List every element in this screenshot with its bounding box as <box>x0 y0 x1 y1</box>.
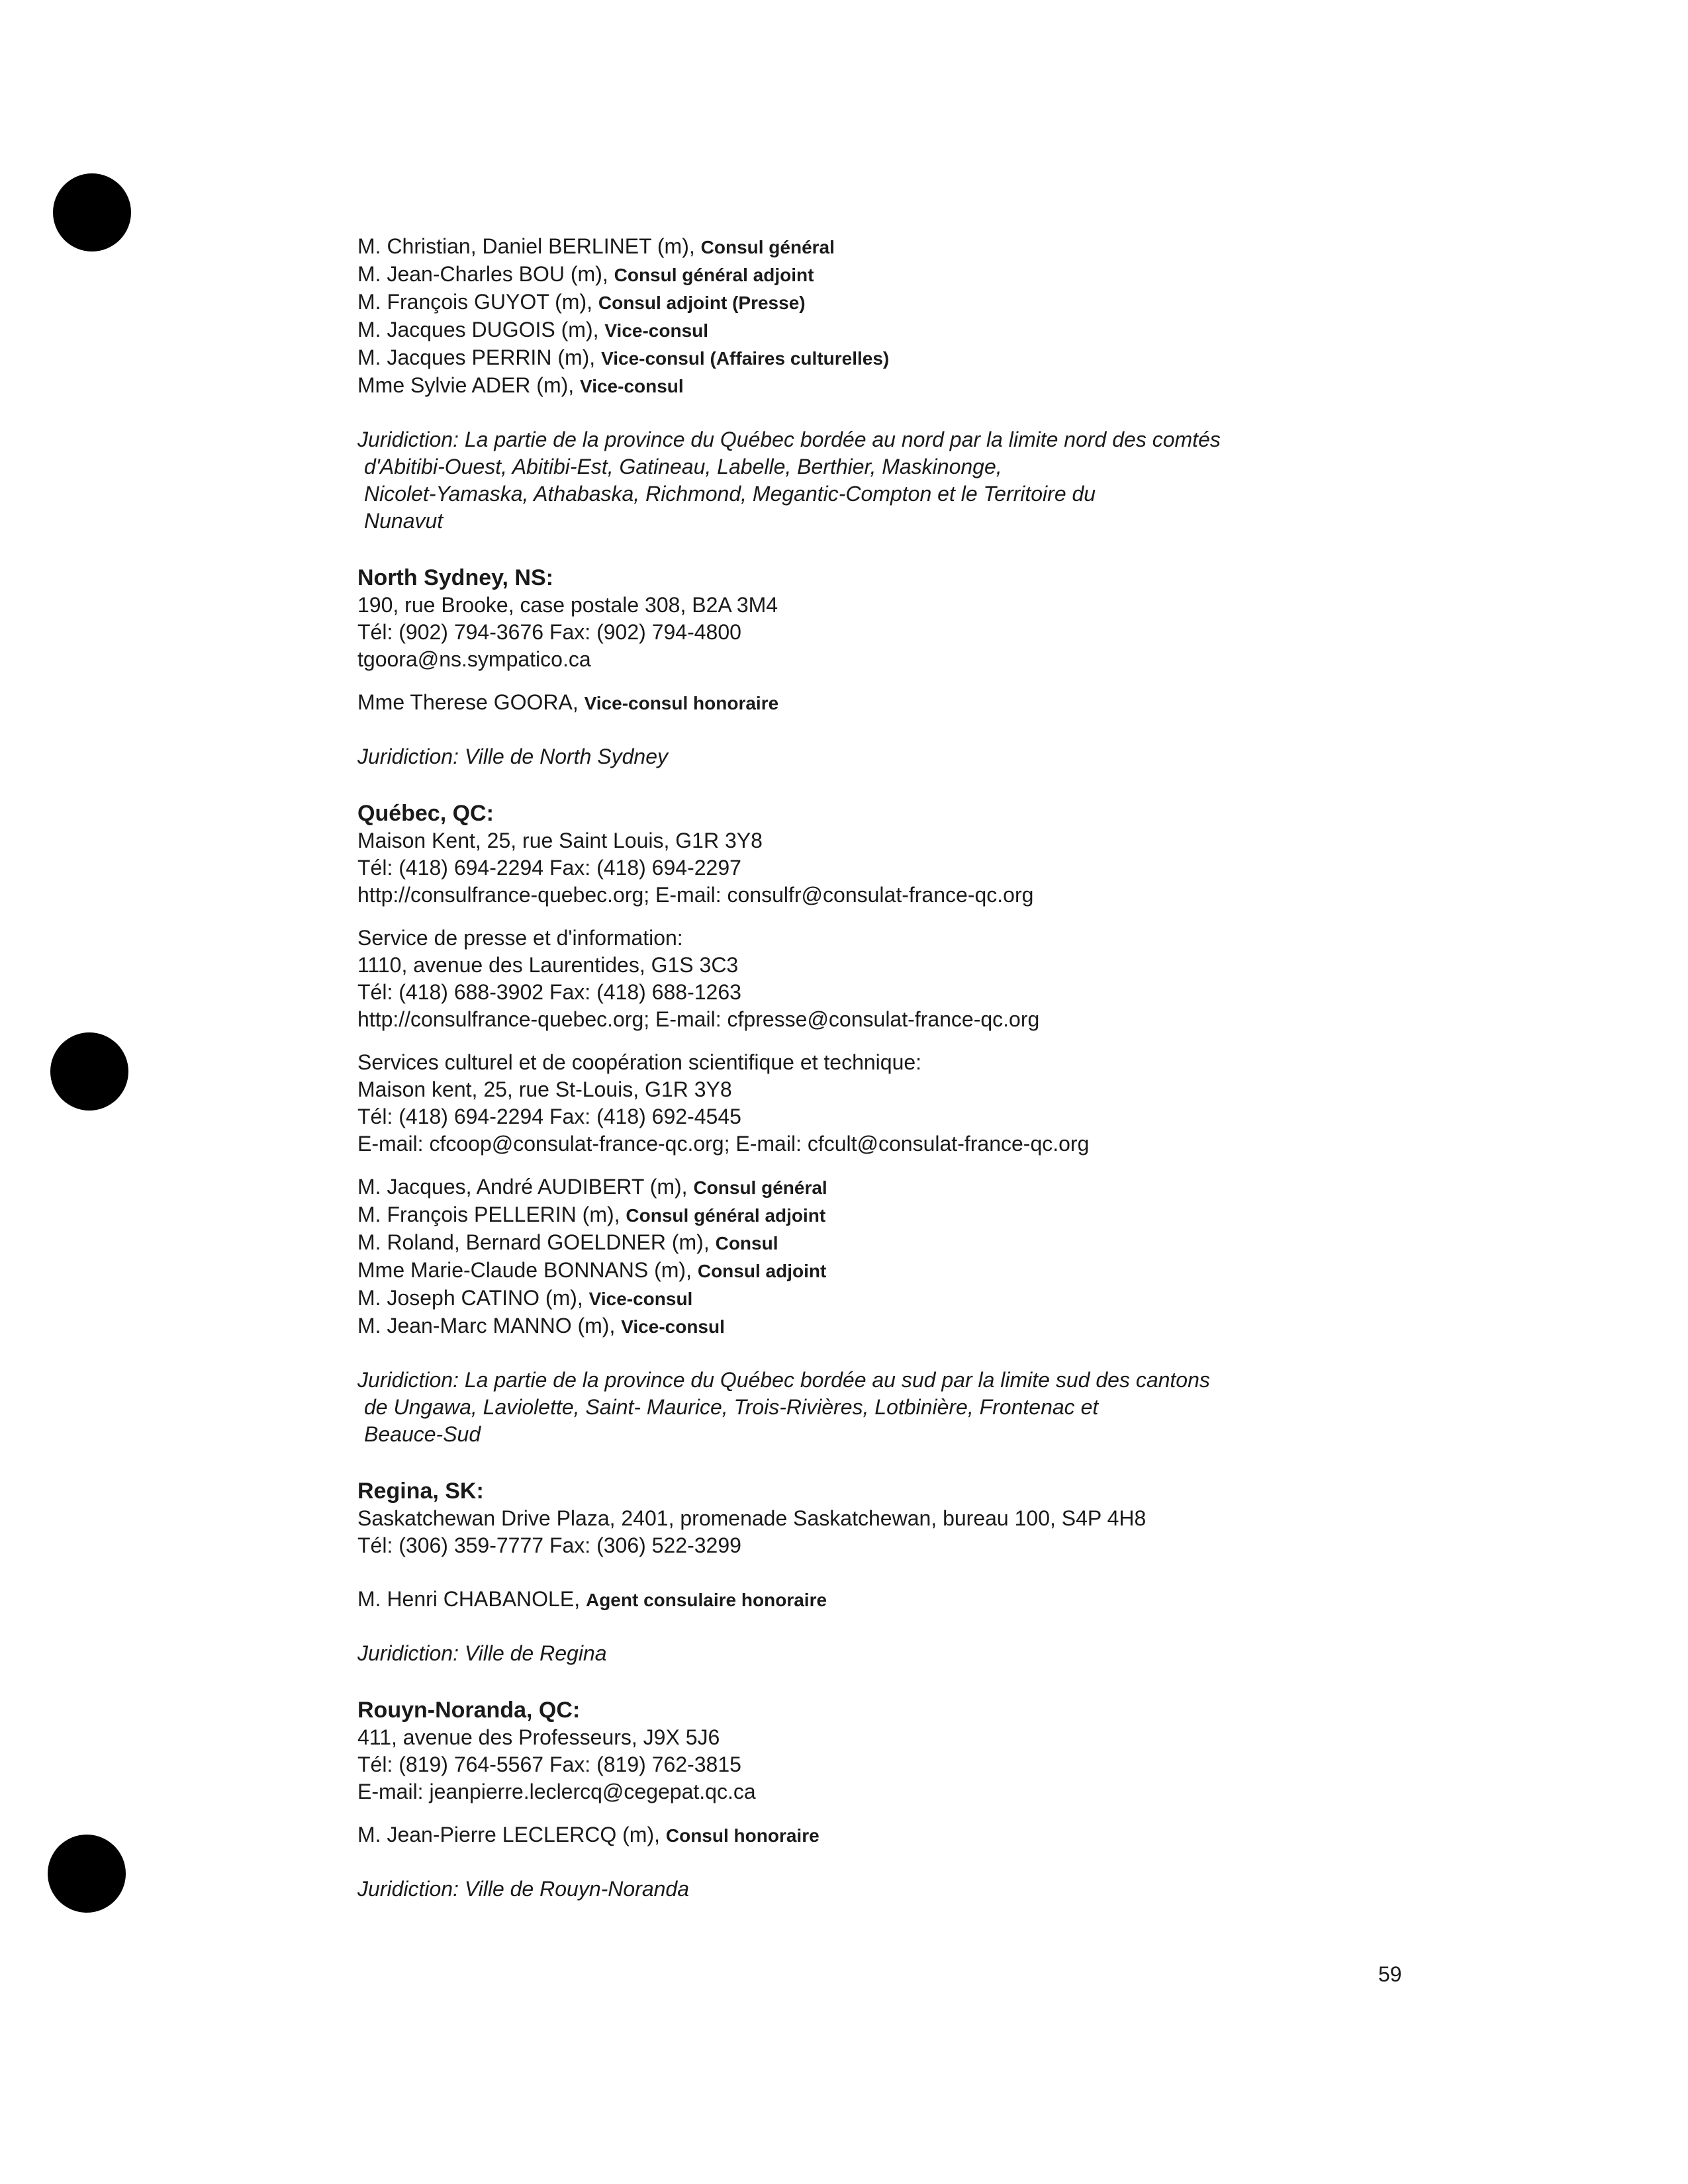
staff-entry: M. Roland, Bernard GOELDNER (m), Consul <box>357 1230 778 1254</box>
staff-entry: Mme Sylvie ADER (m), Vice-consul <box>357 373 684 397</box>
montreal-staff-list <box>357 233 1350 400</box>
staff-entry: M. Jacques, André AUDIBERT (m), Consul général <box>357 1175 827 1199</box>
phone-fax: Tél: (902) 794-3676 Fax: (902) 794-4800 <box>357 620 741 644</box>
email: tgoora@ns.sympatico.ca <box>357 647 591 671</box>
staff-entry: M. Joseph CATINO (m), Vice-consul <box>357 1286 693 1310</box>
staff-entry: M. Christian, Daniel BERLINET (m), Consul général <box>357 234 835 258</box>
email: E-mail: jeanpierre.leclercq@cegepat.qc.ca <box>357 1780 756 1803</box>
address: 190, rue Brooke, case postale 308, B2A 3M4 <box>357 593 778 617</box>
staff-entry: M. Jacques PERRIN (m), Vice-consul (Affaires culturelles) <box>357 345 890 369</box>
quebec-press-service: Service de presse et d'information: 1110, avenue des Laurentides, G1S 3C3 Tél: (418) 688-3902 Fax: (418) 688-1263 http://consulfrance-quebec.org; E-mail: cfpresse@consulat-france-qc.org <box>357 926 1040 1031</box>
staff-entry: M. François GUYOT (m), Consul adjoint (Presse) <box>357 290 806 314</box>
phone-fax: Tél: (819) 764-5567 Fax: (819) 762-3815 <box>357 1752 741 1776</box>
staff-entry: M. François PELLERIN (m), Consul général adjoint <box>357 1203 826 1226</box>
staff-entry: M. Jean-Charles BOU (m), Consul général adjoint <box>357 262 814 286</box>
staff-entry: M. Jean-Marc MANNO (m), Vice-consul <box>357 1314 725 1338</box>
staff-entry: M. Jacques DUGOIS (m), Vice-consul <box>357 318 709 341</box>
rouyn-noranda-juridiction: Juridiction: Ville de Rouyn-Noranda <box>357 1877 690 1901</box>
binder-hole-middle <box>50 1032 128 1111</box>
page-number: 59 <box>1378 1962 1402 1986</box>
montreal-juridiction: Juridiction: La partie de la province du Québec bordée au nord par la limite nord des comtés d'Abitibi-Ouest, Abitibi-Est, Gatineau, Labelle, Berthier, Maskinonge, Nicolet-Yamaska, Athabaska, Richmond, Megantic-Compton et le Territoire du Nunavut <box>357 428 1221 533</box>
section-title-north-sydney: North Sydney, NS: <box>357 565 553 590</box>
section-title-quebec: Québec, QC: <box>357 801 494 826</box>
quebec-main-office: Maison Kent, 25, rue Saint Louis, G1R 3Y8 Tél: (418) 694-2294 Fax: (418) 694-2297 http://consulfrance-quebec.org; E-mail: consulfr@consulat-france-qc.org <box>357 829 1034 907</box>
binder-hole-bottom <box>48 1835 126 1913</box>
phone-fax: Tél: (306) 359-7777 Fax: (306) 522-3299 <box>357 1533 741 1557</box>
staff-entry: Mme Therese GOORA, Vice-consul honoraire <box>357 690 779 714</box>
section-title-rouyn-noranda: Rouyn-Noranda, QC: <box>357 1698 581 1723</box>
staff-entry: M. Henri CHABANOLE, Agent consulaire honoraire <box>357 1587 827 1611</box>
document-body <box>357 233 1350 1903</box>
quebec-cultural-service: Services culturel et de coopération scientifique et technique: Maison kent, 25, rue St-Louis, G1R 3Y8 Tél: (418) 694-2294 Fax: (418) 692-4545 E-mail: cfcoop@consulat-france-qc.org; E-mail: cfcult@consulat-france-qc.org <box>357 1050 1090 1156</box>
north-sydney-juridiction: Juridiction: Ville de North Sydney <box>357 745 668 768</box>
quebec-juridiction: Juridiction: La partie de la province du Québec bordée au sud par la limite sud des cantons de Ungawa, Laviolette, Saint- Maurice, Trois-Rivières, Lotbinière, Frontenac et Beauce-Sud <box>357 1368 1210 1446</box>
regina-juridiction: Juridiction: Ville de Regina <box>357 1641 607 1665</box>
address: 411, avenue des Professeurs, J9X 5J6 <box>357 1725 720 1749</box>
binder-hole-top <box>53 173 131 251</box>
staff-entry: Mme Marie-Claude BONNANS (m), Consul adjoint <box>357 1258 827 1282</box>
staff-entry: M. Jean-Pierre LECLERCQ (m), Consul honoraire <box>357 1823 820 1846</box>
section-title-regina: Regina, SK: <box>357 1479 484 1504</box>
address: Saskatchewan Drive Plaza, 2401, promenade Saskatchewan, bureau 100, S4P 4H8 <box>357 1506 1147 1530</box>
quebec-staff-list <box>357 1173 1350 1340</box>
